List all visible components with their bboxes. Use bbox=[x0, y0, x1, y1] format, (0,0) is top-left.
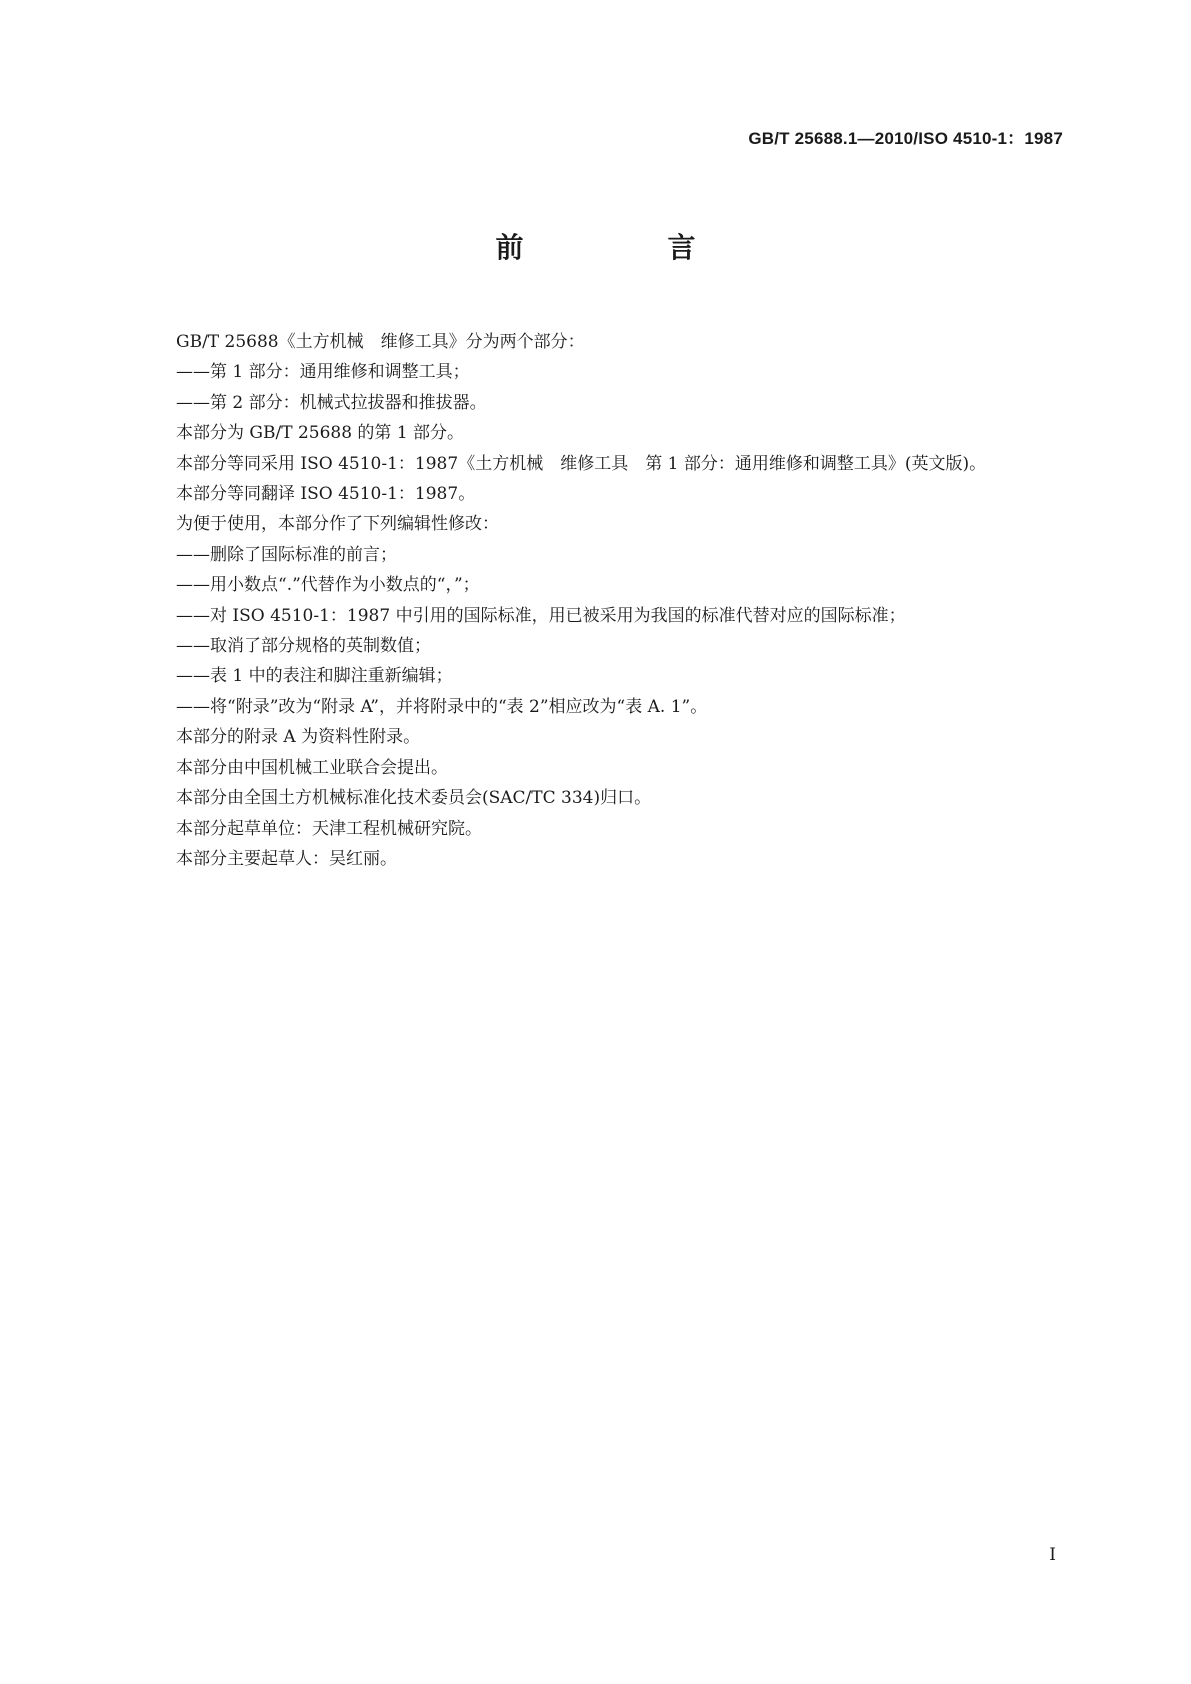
paragraph: 本部分主要起草人：吴红丽。 bbox=[176, 848, 397, 869]
paragraph: 本部分等同翻译 ISO 4510-1：1987。 bbox=[176, 484, 476, 505]
paragraph: 本部分起草单位：天津工程机械研究院。 bbox=[176, 818, 482, 839]
standard-code-header: GB/T 25688.1—2010/ISO 4510-1：1987 bbox=[748, 129, 1063, 148]
list-item: ——表 1 中的表注和脚注重新编辑； bbox=[176, 666, 453, 687]
list-item: ——取消了部分规格的英制数值； bbox=[176, 636, 431, 657]
paragraph: 本部分为 GB/T 25688 的第 1 部分。 bbox=[176, 423, 465, 444]
paragraph: 本部分的附录 A 为资料性附录。 bbox=[176, 727, 421, 748]
list-item: ——第 2 部分：机械式拉拔器和推拔器。 bbox=[176, 392, 487, 413]
list-item: ——用小数点“.”代替作为小数点的“，”； bbox=[176, 575, 480, 596]
page-number: I bbox=[1049, 1545, 1056, 1565]
paragraph: 本部分由全国土方机械标准化技术委员会(SAC/TC 334)归口。 bbox=[176, 788, 652, 809]
list-item: ——对 ISO 4510-1：1987 中引用的国际标准，用已被采用为我国的标准代替对应的国际标准； bbox=[176, 605, 906, 626]
list-item: ——第 1 部分：通用维修和调整工具； bbox=[176, 362, 470, 383]
paragraph: 为便于使用，本部分作了下列编辑性修改： bbox=[176, 514, 499, 535]
foreword-body bbox=[122, 327, 1052, 874]
list-item: ——将“附录”改为“附录 A”，并将附录中的“表 2”相应改为“表 A. 1”。 bbox=[176, 696, 708, 717]
paragraph: 本部分由中国机械工业联合会提出。 bbox=[176, 757, 448, 778]
paragraph: 本部分等同采用 ISO 4510-1：1987《土方机械 维修工具 第 1 部分：通用维修和调整工具》(英文版)。 bbox=[176, 453, 987, 474]
page-title: 前 言 bbox=[495, 231, 754, 264]
list-item: ——删除了国际标准的前言； bbox=[176, 544, 397, 565]
paragraph: GB/T 25688《土方机械 维修工具》分为两个部分： bbox=[176, 332, 585, 352]
